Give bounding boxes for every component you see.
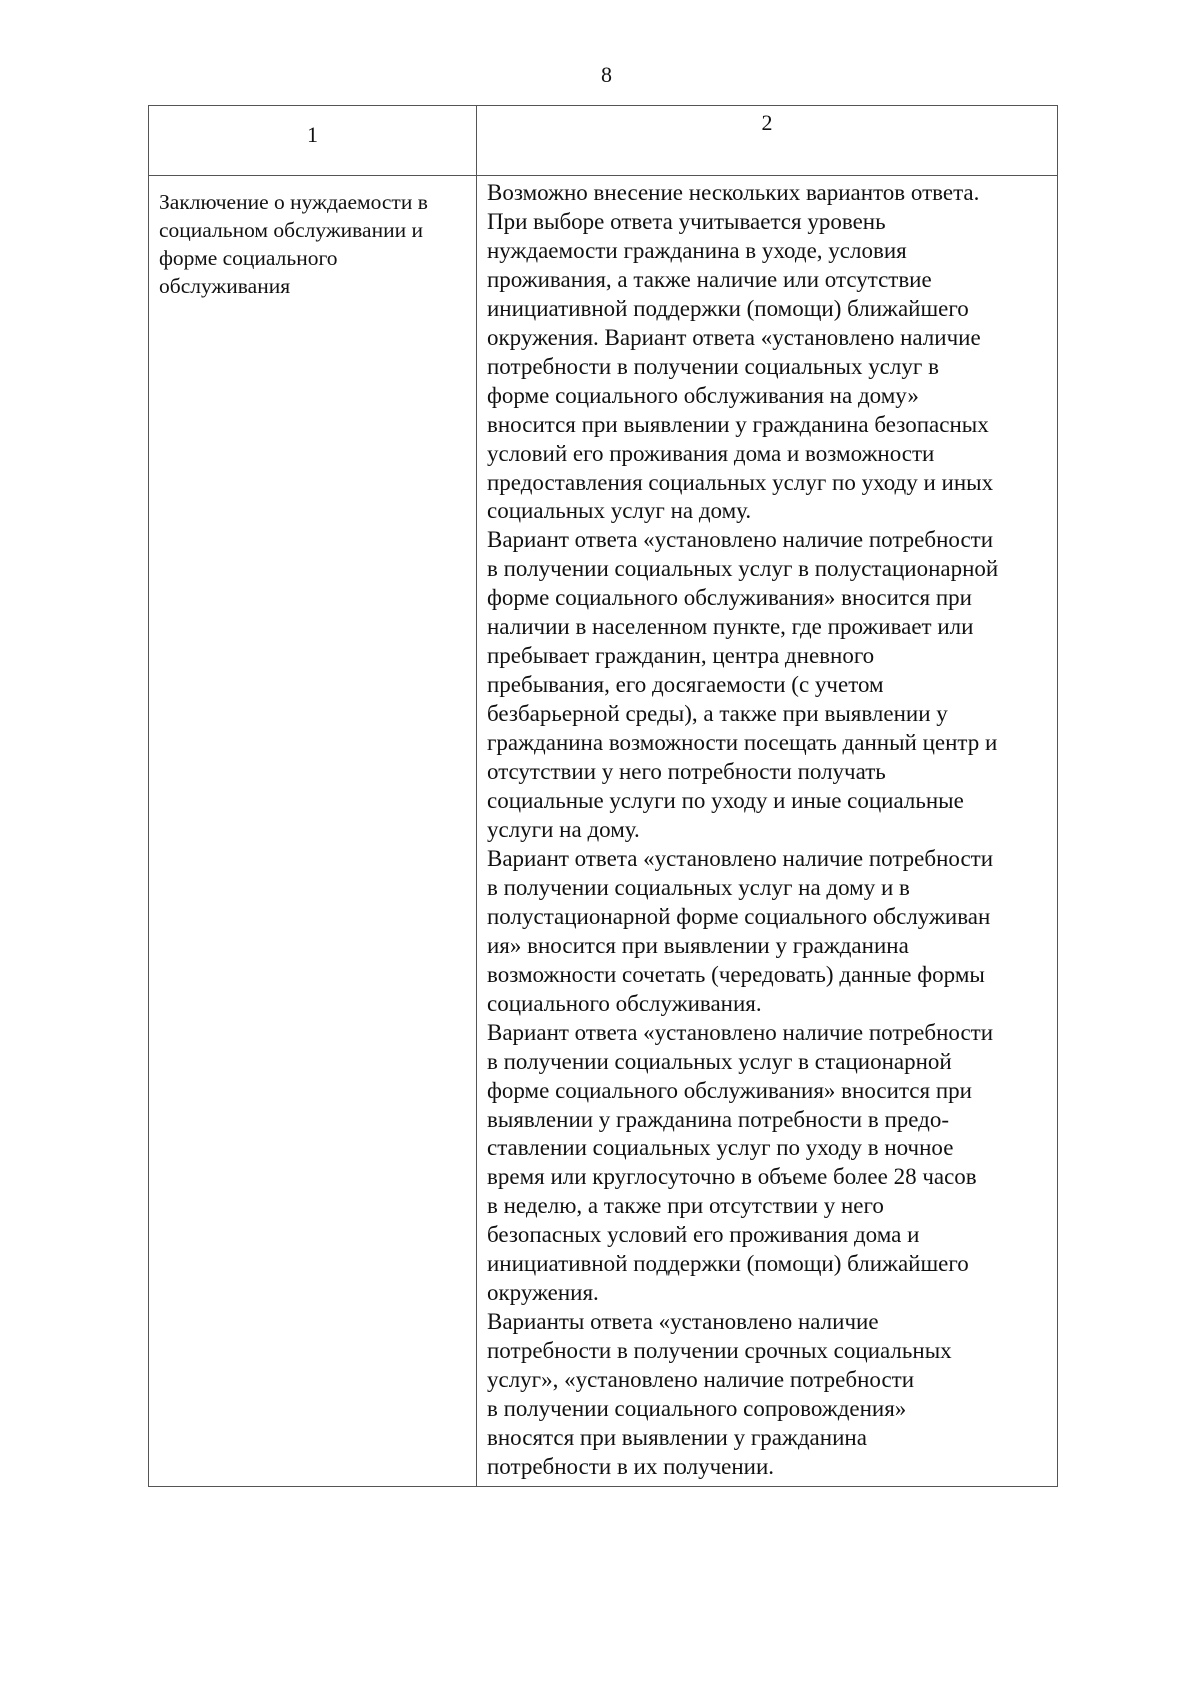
row-text-line: Вариант ответа «установлено наличие потребности (487, 527, 994, 553)
row-text-line: в получении социальных услуг в стационарной (487, 1048, 952, 1074)
column-header-2: 2 (477, 106, 1058, 176)
row-text-line: инициативной поддержки (помощи) ближайшего (487, 295, 969, 321)
row-text-line: предоставления социальных услуг по уходу и иных (487, 469, 994, 495)
row-text-line: форме социального обслуживания» вносится при (487, 585, 972, 611)
row-text-line: пребывания, его досягаемости (с учетом (487, 672, 884, 698)
row-text-line: проживания, а также наличие или отсутствие (487, 266, 932, 292)
row-label-cell (149, 176, 477, 1487)
row-text-cell (477, 176, 1058, 1487)
row-text-line: в неделю, а также при отсутствии у него (487, 1193, 884, 1219)
row-text-line: ставлении социальных услуг по уходу в ночное (487, 1135, 954, 1161)
row-text-line: потребности в получении социальных услуг в (487, 353, 939, 379)
row-text-line: окружения. Вариант ответа «установлено наличие (487, 324, 981, 350)
row-text-line: потребности в их получении. (487, 1453, 775, 1479)
row-text-line: Вариант ответа «установлено наличие потребности (487, 845, 994, 871)
row-text-line: пребывает гражданин, центра дневного (487, 643, 875, 669)
row-text-line: в получении социального сопровождения» (487, 1396, 907, 1422)
row-text-line: При выборе ответа учитывается уровень (487, 208, 886, 234)
row-text-line: время или круглосуточно в объеме более 28 часов (487, 1164, 977, 1190)
page-number: 8 (601, 62, 612, 87)
document-table (148, 105, 1058, 1487)
row-text-line: социального обслуживания. (487, 990, 762, 1016)
row-text-line: Возможно внесение нескольких вариантов ответа. (487, 180, 980, 205)
row-text-line: условий его проживания дома и возможности (487, 440, 935, 466)
row-text-line: услуг», «установлено наличие потребности (487, 1367, 915, 1393)
table-header-row (149, 106, 1058, 176)
row-text-line: отсутствии у него потребности получать (487, 759, 886, 785)
row-text-line: окружения. (487, 1280, 599, 1306)
row-text-line: ия» вносится при выявлении у гражданина (487, 932, 909, 958)
row-label-line: социальном обслуживании и (159, 218, 423, 242)
row-text-line: услуги на дому. (487, 816, 640, 842)
row-text-line: полустационарной форме социального обслуживан (487, 903, 991, 929)
row-text-line: вносятся при выявлении у гражданина (487, 1424, 867, 1450)
row-text-line: потребности в получении срочных социальных (487, 1338, 952, 1364)
table-row (149, 176, 1058, 1487)
row-text-line: Варианты ответа «установлено наличие (487, 1309, 879, 1335)
row-text-line: нуждаемости гражданина в уходе, условия (487, 237, 907, 263)
row-label-line: обслуживания (159, 274, 291, 298)
row-text-line: возможности сочетать (чередовать) данные формы (487, 961, 985, 987)
row-text-line: в получении социальных услуг на дому и в (487, 874, 910, 900)
row-text-line: форме социального обслуживания на дому» (487, 382, 919, 408)
row-label-line: Заключение о нуждаемости в (159, 190, 428, 214)
row-text-line: форме социального обслуживания» вносится при (487, 1077, 972, 1103)
row-text-line: выявлении у гражданина потребности в предо- (487, 1106, 950, 1132)
row-text-line: Вариант ответа «установлено наличие потребности (487, 1019, 994, 1045)
row-text-line: наличии в населенном пункте, где проживает или (487, 614, 974, 640)
row-text-line: социальные услуги по уходу и иные социальные (487, 788, 964, 814)
column-header-1: 1 (149, 106, 477, 176)
row-text-line: гражданина возможности посещать данный центр и (487, 730, 998, 756)
row-text-line: в получении социальных услуг в полустационарной (487, 556, 999, 582)
row-text-line: безбарьерной среды), а также при выявлении у (487, 701, 948, 727)
row-text-line: вносится при выявлении у гражданина безопасных (487, 411, 989, 437)
row-label-line: форме социального (159, 246, 338, 270)
row-text-line: социальных услуг на дому. (487, 498, 752, 524)
row-text-line: инициативной поддержки (помощи) ближайшего (487, 1251, 969, 1277)
row-text-line: безопасных условий его проживания дома и (487, 1222, 920, 1248)
